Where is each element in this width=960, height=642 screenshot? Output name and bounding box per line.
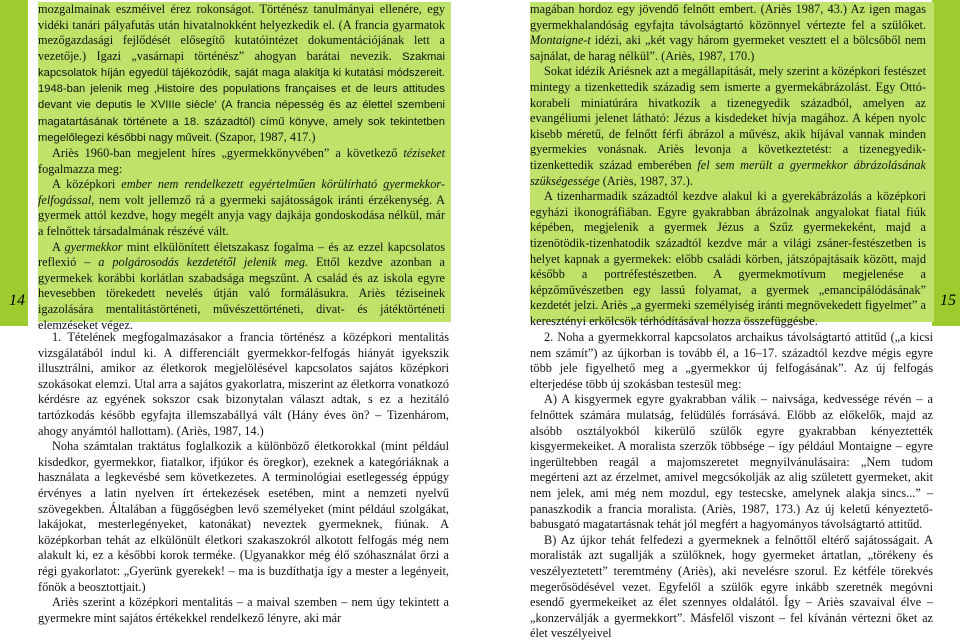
citation: (Ariès, 1987, 173.): [702, 501, 801, 516]
left-box-paragraph-2: [38, 146, 445, 177]
right-box-paragraph-2: [530, 64, 926, 189]
text-span: Ettől kezdve azonban a gyermekek korábbi korlátlan szabadsága megszűnt. A család és az iskola egyre hevesebben törekedett nevelés útján való formálásukra. Ariès téziseinek igazolására mentalitástörténeti, művészettörténeti, divat- és játéktörténeti elemzéseket végez.: [38, 255, 445, 332]
right-body-paragraph-1: 2. Noha a gyermekkorral kapcsolatos archaikus távolságtartó attitűd („a kicsi nem számít”) az újkorban is tovább él, a 16–17. századtól kezdve mégis egyre több jele figyelhető meg a „gyermekkor új felfogásának”. Az új felfogás elterjedése több új szokásban testesül meg:: [530, 330, 933, 391]
right-page: [480, 0, 960, 640]
text-span: nem volt jellemző rá a gyermeki sajátosságok iránti érzékenység. A gyermek attól kezdve, hogy megélt anyja vagy dajkája gondoskodása nélkül, már a felnőttek társadalmának részévé vált.: [38, 192, 445, 238]
text-span: Sokat idézik Ariésnek azt a megállapítását, mely szerint a középkori festészet mintegy a tizenkettedik századig sem ismerte a gyermekábrázolást. Egy Ottó-korabeli miniatúrára hivatkozik a tizenegyedik századból, amelyen az evangéliumi jelenet látható: Jézus a kisdedeket hívja magához. A képen nyolc kisebb méretű, de felnőtt férfi ábrázol a művész, akik híjával vannak minden gyermekies vonásnak. Ariès levonja a következtetést: a tizenegyedik-tizenkettedik század emberében: [530, 64, 926, 172]
left-box-paragraph-4: [38, 240, 445, 334]
left-box-paragraph-1: [38, 2, 445, 146]
text-span: A: [52, 239, 61, 254]
text-span: magában hordoz egy jövendő felnőtt embert.: [530, 2, 757, 16]
emphasis: a polgárosodás kezdetétől jelenik meg.: [98, 255, 309, 270]
citation: (Ariès, 1987, 37.).: [602, 173, 693, 188]
page-number-left: 14: [9, 292, 25, 309]
left-page: [0, 0, 480, 640]
left-box-sans-text: Szakmai kapcsolatok híján egyedül tájékozódik, saját maga alakítja ki kutatási módszereit. 1948-ban jelenik meg ‚Histoire des populations françaises et de leurs attitudes devant vie deputis le XVIIIe siècle’ (A francia népesség és az élettel szembeni magatartásának története a 18. századtól) című könyve, amely sok tekintetben megelőlegezi későbbi nagy műveit.: [38, 50, 445, 144]
citation: (Ariès, 1987, 14.): [176, 423, 264, 438]
left-highlight-box: [38, 2, 451, 332]
left-box-paragraph-3: [38, 177, 445, 239]
emphasis: ember nem rendelkezett egyértelműen körülírható gyermekkor-felfogással,: [38, 177, 445, 207]
left-margin-bar: [0, 0, 28, 326]
left-body-text: [38, 330, 449, 640]
text-span: Az új keletű kényeztető-babusgató magatartásnak tehát jól megfért a hagyományos távolságtartó attitűd.: [530, 501, 933, 532]
right-body-text: [530, 330, 933, 640]
text-span: A középkori: [52, 177, 116, 192]
right-box-paragraph-1: [530, 2, 926, 64]
left-box-lead-in: mozgalmainak eszméivel érez rokonságot. Történész tanulmányai ellenére, egy vidéki tanári pályafutás után hivatalnokként helyezkedik el. (A francia gyarmatok mezőgazdasági fejlődését elősegítő kutatóintézet dokumentációjának lett a vezetője.) Igazi „vasárnapi történész” ahogyan barátai nevezik.: [38, 2, 445, 63]
right-box-paragraph-3: A tizenharmadik századtól kezdve alakul ki a gyerekábrázolás a középkori egyházi ikonográfiában. Egyre gyakrabban ábrázolnak angyalokat fiatal fiúk képében, megjelenik a gyermek Jézus a Szűz gyermekeként, majd a tizenötödik-tizenhatodik századtól kezdve már a világi zsáner-festészetben is helyet kapnak a gyermekek: előbb családi körben, játszópajtásaik között, majd később a portréfestészetben. A gyermekmotívum megjelenése a képzőművészetben egy lassú folyamat, a gyermek „emancipálódásának” kezdetét jelzi. Ariès „a gyermeki személyiség iránti megnövekedett figyelmet” a keresztényi erkölcsök térhódításával hozza összefüggésbe.: [530, 189, 926, 328]
emphasis: gyermekkor: [64, 239, 123, 254]
citation: (Ariès, 1987, 170.): [661, 48, 755, 63]
text-span: A) A kisgyermek egyre gyakrabban válik – naivsága, kedvessége révén – a felnőttek számára mulatság, felüdülés forrásává. Előbb az előkelők, majd az alsóbb osztályokból kikerülő szülők egyre gyakrabban kényeztették kisgyermekeiket. A moralista szerzők többsége – így például Montaigne – egyre ingerültebben reagál a majomszeretet megnyilvánulásaira: „Nem tudom megérteni azt az érzelmet, amivel megcsókolják az alig született gyermeket, akit nem jelek, ami még nem mozdul, egy testecske, amelynek alakja sincs...” – panaszkodik a francia moralista.: [530, 392, 933, 516]
emphasis: fel sem merült a gyermekkor ábrázolásának szükségessége: [530, 157, 927, 188]
right-highlight-box: [530, 2, 934, 328]
text-span: Az igen magas gyermekhalandóság egyfajta távolságtartó közönnyel vértezte fel a szülőket.: [530, 2, 926, 32]
left-box-citation: (Szapor, 1987, 417.): [215, 129, 316, 144]
text-span: Ariès 1960-ban megjelent híres „gyermekkönyvében” a következő: [52, 146, 398, 160]
text-span: 1. Tételének megfogalmazásakor a francia történész a középkori mentalitás vizsgálatából indul ki. A differenciált gyermekkor-felfogás hiányát igyekszik illusztrálni, amikor az életkorok megjelölésével kapcsolatos sajátos középkori szokásokat elemzi. Utal arra a sajátos gyakorlatra, miszerint az életkorra vonatkozó kérdésre az egyének sokszor csak bizonytalan választ adtak, s ez a hezitáló tartózkodás később egyfajta illemszabállyá vált (Hány éves ön? – Tizenhárom, ahogy anyámtól hallottam).: [38, 330, 449, 438]
page-number-right: 15: [940, 292, 956, 309]
citation: (Ariès 1987, 43.): [760, 2, 848, 16]
right-body-paragraph-2: [530, 392, 933, 532]
emphasis: téziseket: [403, 146, 445, 160]
text-span: fogalmazza meg:: [38, 161, 123, 176]
right-body-paragraph-3: B) Az újkor tehát felfedezi a gyermeknek a felnőttől eltérő sajátosságait. A moralisták azt sugallják a szülőknek, hogy gyermeket ártatlan, „törékeny és veszélyeztetett” teremtmény (Ariès), aki nevelésre szorul. Ez kétféle törekvés megerősödésével vezet. Egyfelől a szülők egyre inkább szeretnék megóvni esendő gyermekeiket az élet szennyes oldalától. Így – Ariès szavaival élve – „konzerválják a gyermekkort”. Másfelől viszont – fel kívánán vértezni őket az élet veszélyeivel: [530, 532, 933, 641]
left-body-paragraph-1: [38, 330, 449, 439]
text-span: idézi, aki „két vagy három gyermeket vesztett el a bölcsőből nem sajnálat, de harag nélkül”.: [530, 33, 926, 63]
emphasis: Montaigne-t: [530, 33, 591, 48]
right-margin-bar: [932, 0, 960, 326]
text-span: mint elkülönített életszakasz fogalma – és az ezzel kapcsolatos reflexió –: [38, 239, 446, 270]
left-body-paragraph-2: Noha számtalan traktátus foglalkozik a különböző életkorokkal (mint például kisdedkor, gyermekkor, fiatalkor, ifjúkor és öregkor), ezeknek a kategóriáknak a használata a legkevésbé sem következetes. A terminológiai esetlegesség éppúgy érvényes a latin nyelven írt értekezések esetében, mint a nemzeti nyelvű szövegekben. Általában a függőségben levő személyeket (mint például szolgákat, lakájokat, mesterlegényeket, katonákat) neveztek gyermeknek, fiúnak. A középkorban tehát az elkülönült életkori szakaszokról alkotott felfogás még nem alakult ki, ez a későbbi korok terméke. (Ugyanakkor még élő szóhasználat őrzi a régi gyakorlatot: „Gyerünk gyerekek! – ma is buzdíthatja így a mester a legényeit, főnök a beosztottjait.): [38, 439, 449, 594]
left-body-paragraph-3: Ariès szerint a középkori mentalitás – a maival szemben – nem úgy tekintett a gyermekre mint sajátos értékekkel rendelkező lényre, aki már: [38, 595, 449, 625]
